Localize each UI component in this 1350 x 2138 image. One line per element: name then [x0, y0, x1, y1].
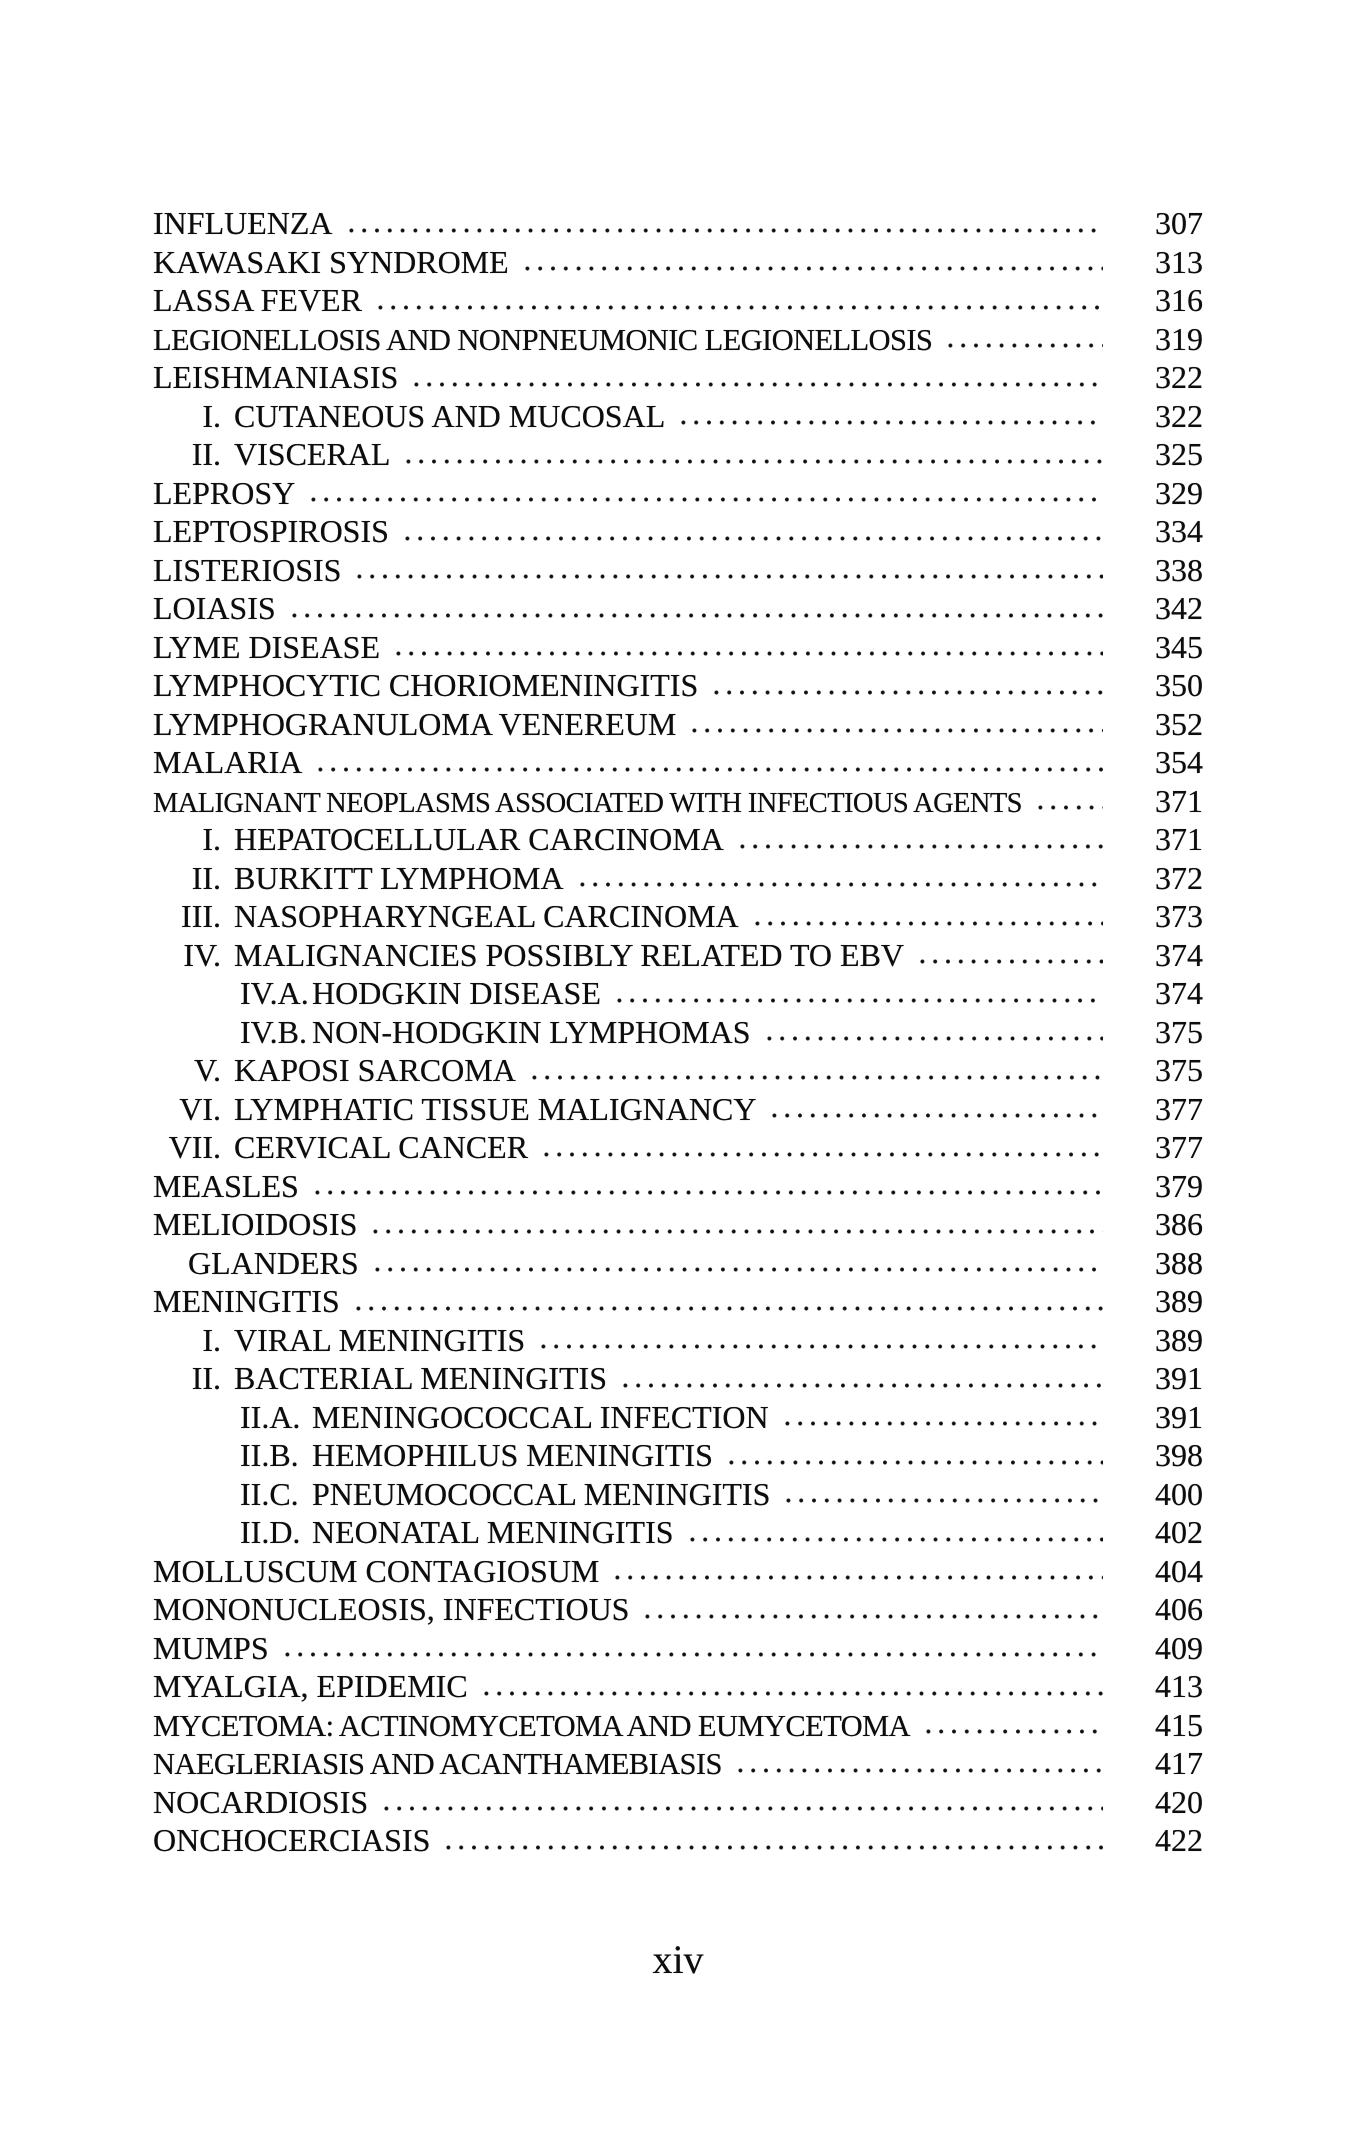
- entry-title: NAEGLERIASIS AND ACANTHAMEBIASIS: [153, 1747, 722, 1781]
- toc-entry: [153, 281, 1203, 320]
- dot-leader: [410, 358, 1103, 397]
- entry-page-number: 374: [1155, 975, 1203, 1011]
- dot-leader: [686, 1513, 1103, 1552]
- entry-title: INFLUENZA: [153, 205, 333, 241]
- toc-entry: [153, 1398, 1203, 1437]
- dot-leader: [781, 1398, 1103, 1437]
- entry-page-number: 400: [1155, 1475, 1203, 1512]
- entry-title: MENINGOCOCCAL INFECTION: [312, 1398, 769, 1435]
- toc-entry: [153, 897, 1203, 936]
- entry-page-number: 379: [1155, 1167, 1203, 1204]
- entry-title: KAPOSI SARCOMA: [234, 1052, 516, 1088]
- entry-title: LYMPHOCYTIC CHORIOMENINGITIS: [153, 667, 699, 703]
- dot-leader: [916, 936, 1103, 975]
- toc-entry: [153, 936, 1203, 975]
- entry-title: PNEUMOCOCCAL MENINGITIS: [312, 1475, 771, 1512]
- entry-page-number: 406: [1155, 1591, 1203, 1627]
- entry-page-number: 371: [1155, 821, 1203, 857]
- entry-number: IV.A.: [240, 975, 309, 1011]
- toc-entry: [153, 1629, 1203, 1668]
- entry-page-number: 391: [1155, 1398, 1203, 1435]
- dot-leader: [710, 666, 1103, 705]
- toc-entry: [153, 1590, 1203, 1629]
- toc-list: [153, 204, 1203, 1860]
- entry-title: LEISHMANIASIS: [153, 359, 399, 395]
- entry-title: MELIOIDOSIS: [153, 1206, 358, 1242]
- entry-page-number: 372: [1155, 859, 1203, 896]
- toc-entry: [153, 512, 1203, 551]
- toc-entry: [153, 1552, 1203, 1591]
- entry-number: IV.B.: [240, 1013, 307, 1050]
- entry-page-number: 386: [1155, 1206, 1203, 1242]
- toc-entry: [153, 782, 1203, 821]
- entry-number: III.: [181, 898, 221, 934]
- toc-entry: [153, 1359, 1203, 1398]
- dot-leader: [922, 1706, 1103, 1745]
- entry-page-number: 415: [1155, 1706, 1203, 1743]
- entry-page-number: 377: [1155, 1090, 1203, 1127]
- toc-entry: [153, 1282, 1203, 1321]
- toc-entry: [153, 589, 1203, 628]
- entry-page-number: 342: [1155, 590, 1203, 626]
- entry-title: HEMOPHILUS MENINGITIS: [312, 1437, 713, 1473]
- entry-title: BURKITT LYMPHOMA: [234, 859, 564, 896]
- entry-title: NON-HODGKIN LYMPHOMAS: [312, 1013, 751, 1050]
- dot-leader: [768, 1090, 1103, 1129]
- toc-entry: [153, 859, 1203, 898]
- entry-number: II.B.: [240, 1437, 299, 1473]
- dot-leader: [401, 512, 1103, 551]
- dot-leader: [369, 1205, 1103, 1244]
- entry-title: VIRAL MENINGITIS: [234, 1321, 526, 1358]
- entry-title: MYALGIA, EPIDEMIC: [153, 1668, 468, 1704]
- dot-leader: [402, 435, 1103, 474]
- entry-number: VII.: [168, 1129, 221, 1165]
- toc-entry: [153, 1436, 1203, 1475]
- entry-title: LISTERIOSIS: [153, 551, 342, 588]
- entry-title: NEONATAL MENINGITIS: [312, 1514, 674, 1550]
- dot-leader: [345, 204, 1103, 243]
- toc-entry: [153, 820, 1203, 859]
- entry-page-number: 413: [1155, 1668, 1203, 1704]
- entry-page-number: 350: [1155, 667, 1203, 703]
- entry-title: LOIASIS: [153, 590, 276, 626]
- toc-entry: [153, 1667, 1203, 1706]
- entry-title: ONCHOCERCIASIS: [153, 1822, 431, 1858]
- dot-leader: [371, 1244, 1103, 1283]
- entry-page-number: 345: [1155, 628, 1203, 665]
- entry-page-number: 319: [1155, 320, 1203, 357]
- entry-page-number: 417: [1155, 1745, 1203, 1781]
- dot-leader: [528, 1051, 1103, 1090]
- toc-entry: [153, 243, 1203, 282]
- entry-title: NASOPHARYNGEAL CARCINOMA: [234, 898, 739, 934]
- dot-leader: [611, 1552, 1103, 1591]
- entry-title: BACTERIAL MENINGITIS: [234, 1360, 607, 1396]
- toc-entry: [153, 743, 1203, 782]
- entry-title: CUTANEOUS AND MUCOSAL: [234, 397, 666, 434]
- toc-entry: [153, 1205, 1203, 1244]
- entry-title: NOCARDIOSIS: [153, 1783, 369, 1820]
- entry-page-number: 375: [1155, 1013, 1203, 1050]
- dot-leader: [281, 1629, 1103, 1668]
- toc-entry: [153, 1475, 1203, 1514]
- dot-leader: [641, 1590, 1103, 1629]
- dot-leader: [311, 1167, 1103, 1206]
- entry-number: V.: [194, 1052, 221, 1088]
- dot-leader: [540, 1128, 1103, 1167]
- entry-title: LYMPHOGRANULOMA VENEREUM: [153, 705, 677, 742]
- entry-page-number: 402: [1155, 1514, 1203, 1550]
- entry-page-number: 420: [1155, 1783, 1203, 1820]
- toc-entry: [153, 1821, 1203, 1860]
- toc-entry: [153, 204, 1203, 243]
- entry-title: HEPATOCELLULAR CARCINOMA: [234, 821, 724, 857]
- entry-number: II.A.: [240, 1398, 301, 1435]
- entry-title: LYMPHATIC TISSUE MALIGNANCY: [234, 1090, 757, 1127]
- entry-page-number: 422: [1155, 1822, 1203, 1858]
- entry-page-number: 375: [1155, 1052, 1203, 1088]
- toc-entry: [153, 474, 1203, 513]
- entry-page-number: 374: [1155, 936, 1203, 973]
- entry-page-number: 325: [1155, 436, 1203, 472]
- dot-leader: [763, 1013, 1103, 1052]
- toc-entry: [153, 358, 1203, 397]
- entry-page-number: 373: [1155, 898, 1203, 934]
- toc-entry: [153, 1321, 1203, 1360]
- entry-title: MYCETOMA: ACTINOMYCETOMA AND EUMYCETOMA: [153, 1708, 910, 1743]
- dot-leader: [521, 243, 1103, 282]
- entry-title: MEASLES: [153, 1167, 299, 1204]
- dot-leader: [751, 897, 1103, 936]
- entry-page-number: 391: [1155, 1360, 1203, 1396]
- entry-page-number: 316: [1155, 282, 1203, 318]
- entry-page-number: 389: [1155, 1321, 1203, 1358]
- toc-entry: [153, 628, 1203, 667]
- entry-number: II.C.: [240, 1475, 299, 1512]
- entry-page-number: 354: [1155, 744, 1203, 780]
- toc-entry: [153, 974, 1203, 1013]
- entry-page-number: 371: [1155, 782, 1203, 819]
- entry-title: MALARIA: [153, 744, 303, 780]
- entry-title: MONONUCLEOSIS, INFECTIOUS: [153, 1591, 630, 1627]
- toc-entry: [153, 1051, 1203, 1090]
- entry-page-number: 322: [1155, 397, 1203, 434]
- dot-leader: [782, 1475, 1103, 1514]
- entry-number: I.: [202, 397, 221, 434]
- toc-entry: [153, 705, 1203, 744]
- dot-leader: [1034, 782, 1103, 821]
- entry-page-number: 334: [1155, 513, 1203, 549]
- entry-page-number: 329: [1155, 474, 1203, 511]
- entry-number: IV.: [183, 936, 221, 973]
- entry-page-number: 338: [1155, 551, 1203, 588]
- dot-leader: [944, 320, 1103, 359]
- entry-number: II.D.: [240, 1514, 301, 1550]
- toc-entry: [153, 551, 1203, 590]
- toc-entry: [153, 397, 1203, 436]
- entry-page-number: 404: [1155, 1552, 1203, 1589]
- entry-title: LASSA FEVER: [153, 282, 362, 318]
- entry-page-number: 322: [1155, 359, 1203, 395]
- toc-entry: [153, 1706, 1203, 1745]
- entry-page-number: 313: [1155, 243, 1203, 280]
- dot-leader: [736, 820, 1103, 859]
- entry-title: MALIGNANCIES POSSIBLY RELATED TO EBV: [234, 936, 905, 973]
- entry-title: LEPROSY: [153, 474, 296, 511]
- toc-entry: [153, 1513, 1203, 1552]
- entry-title: MALIGNANT NEOPLASMS ASSOCIATED WITH INFECTIOUS AGENTS: [153, 787, 1022, 819]
- dot-leader: [480, 1667, 1103, 1706]
- entry-title: KAWASAKI SYNDROME: [153, 243, 509, 280]
- dot-leader: [374, 281, 1103, 320]
- dot-leader: [307, 474, 1103, 513]
- toc-entry: [153, 1783, 1203, 1822]
- dot-leader: [353, 551, 1103, 590]
- entry-page-number: 352: [1155, 705, 1203, 742]
- entry-number: VI.: [179, 1090, 221, 1127]
- entry-title: MUMPS: [153, 1629, 269, 1666]
- dot-leader: [442, 1821, 1103, 1860]
- entry-number: I.: [202, 821, 221, 857]
- dot-leader: [314, 743, 1103, 782]
- entry-page-number: 307: [1155, 205, 1203, 241]
- entry-number: II.: [191, 436, 221, 472]
- entry-title: HODGKIN DISEASE: [312, 975, 601, 1011]
- toc-entry: [153, 1090, 1203, 1129]
- entry-title: LYME DISEASE: [153, 628, 381, 665]
- toc-entry: [153, 666, 1203, 705]
- toc-entry: [153, 320, 1203, 359]
- dot-leader: [288, 589, 1103, 628]
- dot-leader: [352, 1282, 1103, 1321]
- toc-entry: [153, 1244, 1203, 1283]
- entry-number: I.: [202, 1321, 221, 1358]
- dot-leader: [688, 705, 1103, 744]
- dot-leader: [677, 397, 1103, 436]
- toc-entry: [153, 435, 1203, 474]
- dot-leader: [734, 1744, 1103, 1783]
- folio-page-number: xiv: [652, 1936, 704, 1982]
- entry-title: MENINGITIS: [153, 1283, 340, 1319]
- toc-entry: [153, 1013, 1203, 1052]
- entry-title: LEGIONELLOSIS AND NONPNEUMONIC LEGIONELLOSIS: [153, 322, 933, 357]
- entry-page-number: 388: [1155, 1244, 1203, 1281]
- dot-leader: [613, 974, 1103, 1013]
- dot-leader: [576, 859, 1103, 898]
- entry-page-number: 398: [1155, 1437, 1203, 1473]
- entry-title: GLANDERS: [188, 1244, 359, 1281]
- dot-leader: [537, 1321, 1103, 1360]
- entry-title: VISCERAL: [234, 436, 391, 472]
- entry-page-number: 389: [1155, 1283, 1203, 1319]
- toc-entry: [153, 1744, 1203, 1783]
- entry-title: CERVICAL CANCER: [234, 1129, 529, 1165]
- dot-leader: [392, 628, 1103, 667]
- entry-page-number: 377: [1155, 1129, 1203, 1165]
- toc-entry: [153, 1128, 1203, 1167]
- entry-title: MOLLUSCUM CONTAGIOSUM: [153, 1552, 600, 1589]
- entry-number: II.: [191, 859, 221, 896]
- entry-title: LEPTOSPIROSIS: [153, 513, 389, 549]
- dot-leader: [619, 1359, 1103, 1398]
- dot-leader: [725, 1436, 1103, 1475]
- dot-leader: [380, 1783, 1103, 1822]
- entry-number: II.: [191, 1360, 221, 1396]
- toc-entry: [153, 1167, 1203, 1206]
- entry-page-number: 409: [1155, 1629, 1203, 1666]
